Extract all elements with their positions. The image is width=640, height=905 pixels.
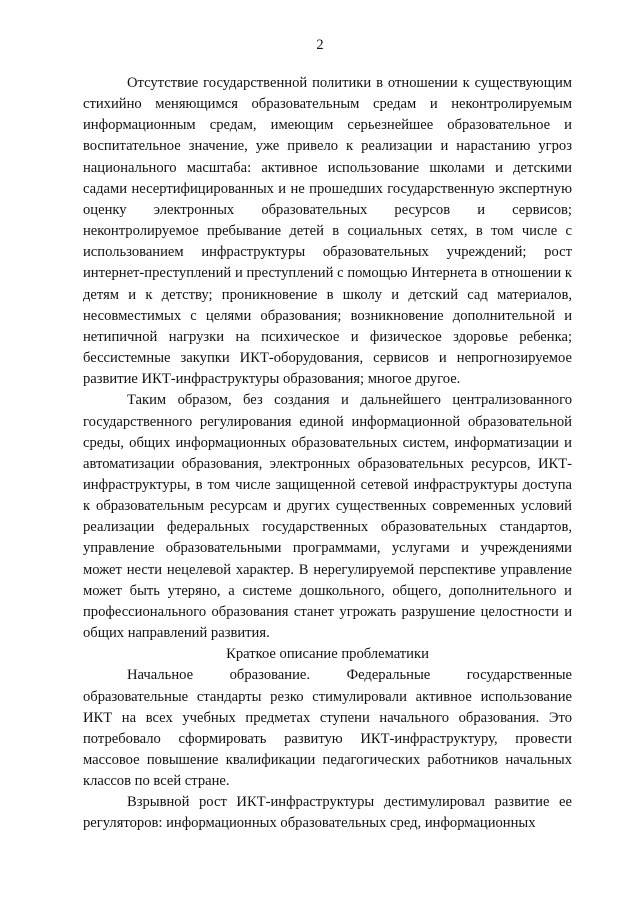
paragraph-centralized-regulation: Таким образом, без создания и дальнейшего централизованного государственного регулирования единой информационной образовательной среды, общих информационных образовательных систем, информатизации и автоматизации образования, электронных образовательных ресурсов, ИКТ-инфраструктуры, в том числе защищенной сетевой инфраструктуры доступа к образовательным ресурсам и других существенных современных условий реализации федеральных государственных образовательных стандартов, управление образовательными программами, услугами и учреждениями может нести нецелевой характер. В нерегулируемой перспективе управление может быть утеряно, а системе дошкольного, общего, дополнительного и профессионального образования станет угрожать разрушение целостности и общих направлений развития. — [83, 392, 572, 642]
section-heading: Краткое описание проблематики — [226, 646, 429, 663]
paragraph-primary-education: Начальное образование. Федеральные государственные образовательные стандарты резко стимулировали активное использование ИКТ на всех учебных предметах ступени начального образования. Это потребовало сформировать развитую ИКТ-инфраструктуру, провести массовое повышение квалификации педагогических работников начальных классов по всей стране. — [83, 667, 572, 790]
document-body — [83, 73, 572, 835]
paragraph-absence-of-policy: Отсутствие государственной политики в отношении к существующим стихийно меняющимся образовательным средам и неконтролируемым информационным средам, имеющим серьезнейшее образовательное и воспитательное значение, уже привело к реализации и нарастанию угроз национального масштаба: активное использование школами и детскими садами несертифицированных и не прошедших государственную экспертную оценку электронных образовательных ресурсов и сервисов; неконтролируемое пребывание детей в социальных сетях, в том числе с использованием инфраструктуры образовательных учреждений; рост интернет-преступлений и преступлений с помощью Интернета в отношении к детям и к детству; проникновение в школу и детский сад материалов, несовместимых с целями образования; возникновение дополнительной и нетипичной нагрузки на психическое и физическое здоровье ребенка; бессистемные закупки ИКТ-оборудования, сервисов и непрогнозируемое развитие ИКТ-инфраструктуры образования; многое другое. — [83, 75, 572, 388]
paragraph-ict-growth: Взрывной рост ИКТ-инфраструктуры дестимулировал развитие ее регуляторов: информационных образовательных сред, информационных — [83, 794, 572, 832]
page-number: 2 — [316, 37, 324, 53]
